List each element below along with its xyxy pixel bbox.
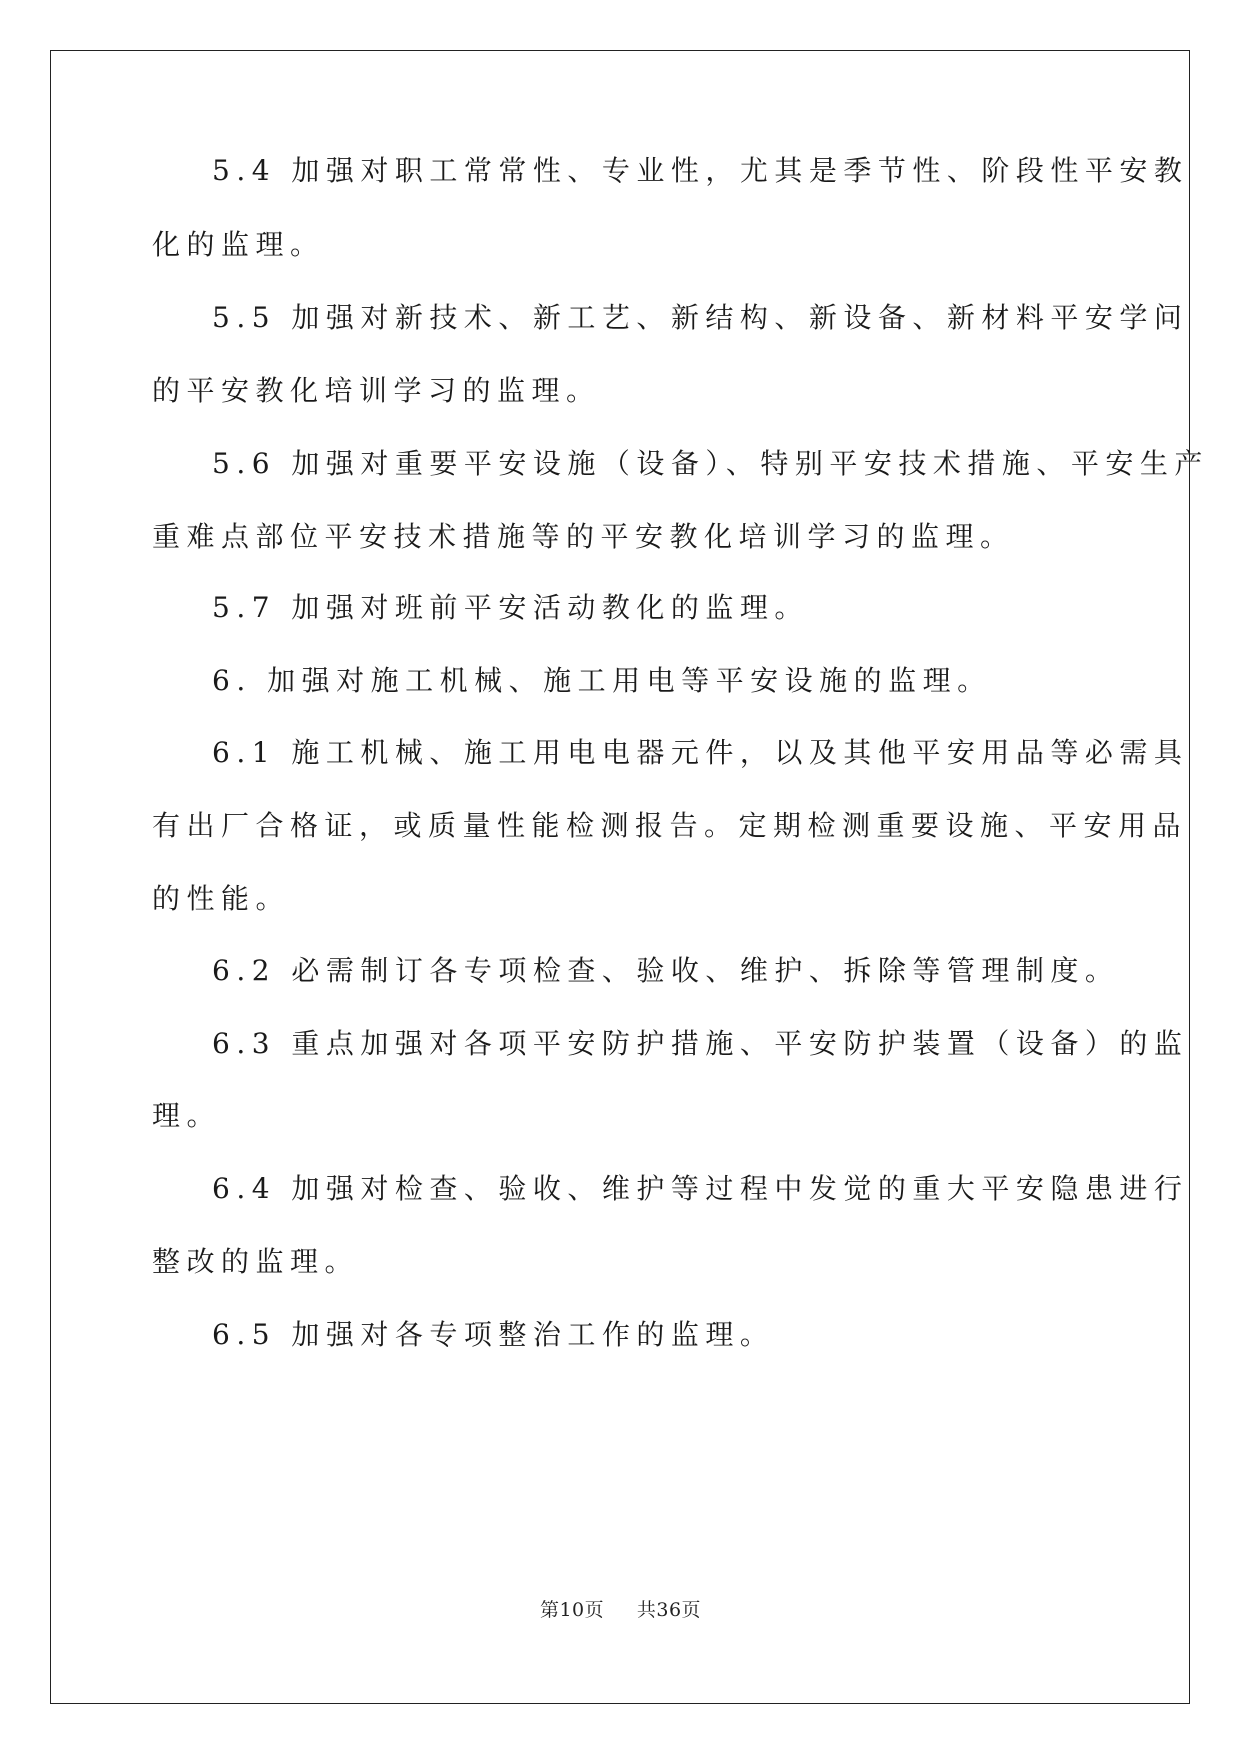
total-pages: 共36页 bbox=[636, 1599, 702, 1621]
paragraph-6-4-line-1: 6.4 加强对检查、验收、维护等过程中发觉的重大平安隐患进行 bbox=[212, 1172, 1189, 1205]
paragraph-5-4-line-2: 化的监理。 bbox=[152, 228, 325, 261]
paragraph-6-1-line-2: 有出厂合格证，或质量性能检测报告。定期检测重要设施、平安用品 bbox=[152, 809, 1188, 842]
paragraph-5-4-line-1: 5.4 加强对职工常常性、专业性，尤其是季节性、阶段性平安教 bbox=[212, 154, 1189, 187]
paragraph-6-3-line-1: 6.3 重点加强对各项平安防护措施、平安防护装置（设备）的监 bbox=[212, 1027, 1189, 1060]
page-number: 第10页 bbox=[539, 1599, 605, 1621]
paragraph-6-1-line-3: 的性能。 bbox=[152, 882, 291, 915]
paragraph-6-5: 6.5 加强对各专项整治工作的监理。 bbox=[212, 1318, 775, 1351]
paragraph-5-7: 5.7 加强对班前平安活动教化的监理。 bbox=[212, 591, 809, 624]
paragraph-6-2: 6.2 必需制订各专项检查、验收、维护、拆除等管理制度。 bbox=[212, 954, 1120, 987]
paragraph-6-1-line-1: 6.1 施工机械、施工用电电器元件，以及其他平安用品等必需具 bbox=[212, 736, 1189, 769]
paragraph-5-5-line-2: 的平安教化培训学习的监理。 bbox=[152, 374, 601, 407]
page-footer bbox=[0, 1596, 1241, 1624]
paragraph-5-5-line-1: 5.5 加强对新技术、新工艺、新结构、新设备、新材料平安学问 bbox=[212, 301, 1189, 334]
paragraph-5-6-line-1: 5.6 加强对重要平安设施（设备）、特别平安技术措施、平安生产 bbox=[212, 447, 1209, 480]
paragraph-6-3-line-2: 理。 bbox=[152, 1099, 222, 1132]
paragraph-6-4-line-2: 整改的监理。 bbox=[152, 1245, 360, 1278]
paragraph-5-6-line-2: 重难点部位平安技术措施等的平安教化培训学习的监理。 bbox=[152, 520, 1015, 553]
paragraph-6: 6. 加强对施工机械、施工用电等平安设施的监理。 bbox=[212, 664, 992, 697]
